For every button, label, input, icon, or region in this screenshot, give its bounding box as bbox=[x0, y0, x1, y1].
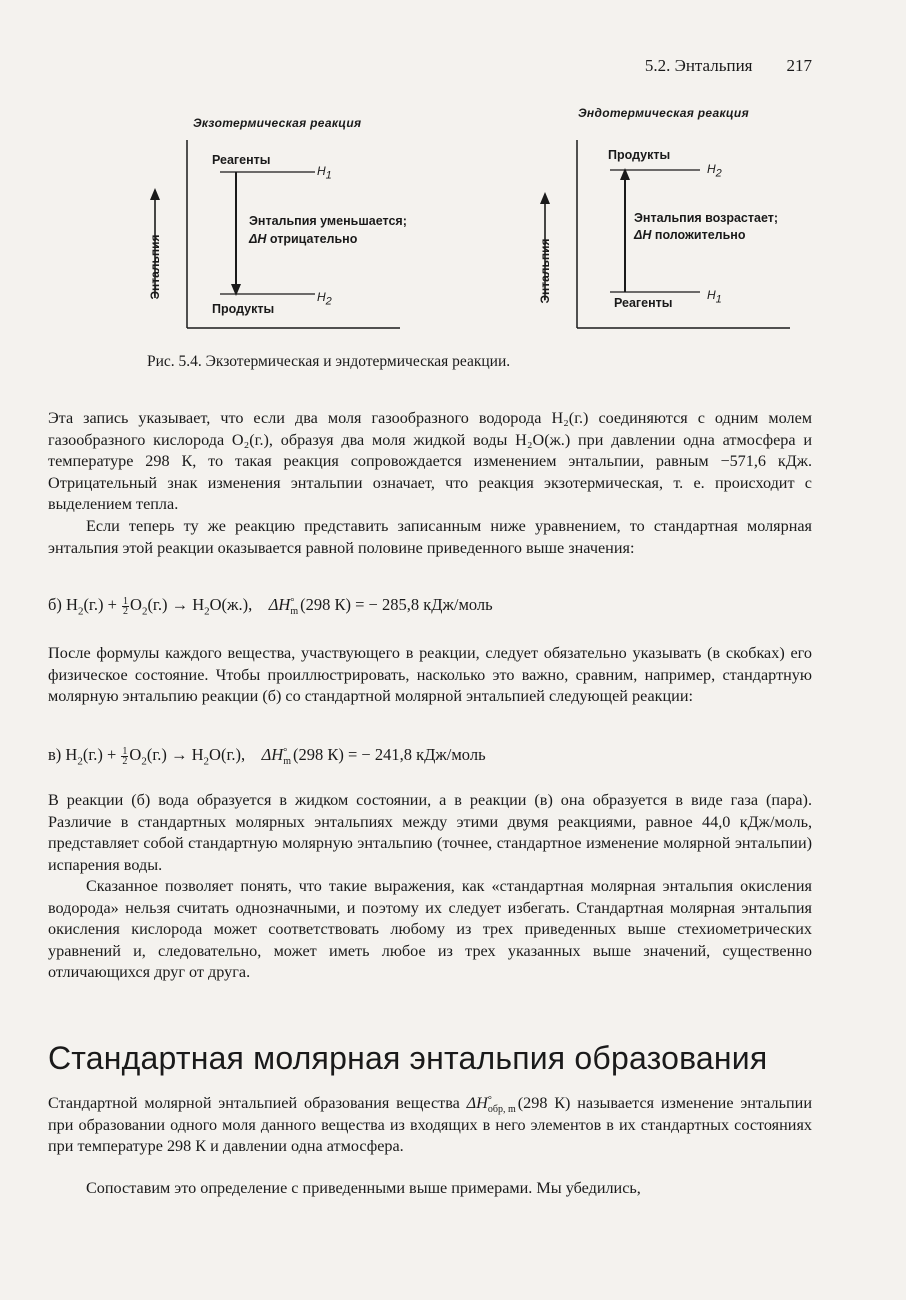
paragraph-2: Если теперь ту же реакцию представить записанным ниже уравнением, то стандартная молярная энтальпия этой реакции оказывается равной половине приведенного выше значения: bbox=[48, 517, 812, 557]
endo-axis-label: Энтальпия bbox=[538, 238, 552, 304]
paragraph-4: В реакции (б) вода образуется в жидком состоянии, а в реакции (в) она образуется в виде газа (пара). Различие в стандартных молярных энтальпиях между этими двумя реакциями, равное 44,0 кДж/моль, представляет собой стандартную молярную энтальпию (точнее, стандартное изменение молярной энтальпии) испарения воды. bbox=[48, 791, 812, 874]
paragraph-1: Эта запись указывает, что если два моля газообразного водорода H₂(г.) соединяются с одним молем газообразного кислорода O₂(г.), образуя два моля жидкой воды H₂O(ж.) при давлении одна атмосфера и температуре 298 К, то такая реакция сопровождается изменением энтальпии, равным −571,6 кДж. Отрицательный знак изменения энтальпии означает, что реакция экзотермическая, т. е. происходит с выделением тепла. bbox=[48, 409, 812, 514]
exo-description-line2: ΔH отрицательно bbox=[249, 232, 358, 246]
section-heading: Стандартная молярная энтальпия образования bbox=[48, 1040, 768, 1076]
exo-h1-label: $H_1$ bbox=[317, 164, 332, 182]
endo-title: Эндотермическая реакция bbox=[578, 106, 749, 120]
exo-h2-label: $H_2$ bbox=[317, 290, 332, 308]
figure-caption: Рис. 5.4. Экзотермическая и эндотермическая реакции. bbox=[147, 353, 511, 370]
paragraph-3: После формулы каждого вещества, участвующего в реакции, следует обязательно указывать (в скобках) его физическое состояние. Чтобы проиллюстрировать, насколько это важно, сравним, например, стандартную молярную энтальпию реакции (б) со стандартной молярной энтальпией следующей реакции: bbox=[48, 644, 812, 706]
paragraph-5: Сказанное позволяет понять, что такие выражения, как «стандартная молярная энтальпия окисления водорода» нельзя считать однозначными, и поэтому их следует избегать. Стандартная молярная энтальпия окисления кислорода может соответствовать любому из трех приведенных выше стехиометрических уравнений и, следовательно, может иметь любое из трех указанных выше значений, существенно отличающихся друг от друга. bbox=[48, 877, 812, 982]
exo-description-line1: Энтальпия уменьшается; bbox=[249, 214, 407, 228]
exo-reagents-label: Реагенты bbox=[212, 153, 271, 167]
endothermic-diagram bbox=[530, 100, 800, 335]
page-number: 217 bbox=[786, 56, 812, 75]
endo-description-line1: Энтальпия возрастает; bbox=[634, 211, 779, 225]
exo-axis-label: Энтальпия bbox=[148, 234, 162, 300]
endo-products-label: Продукты bbox=[608, 148, 671, 162]
exo-products-label: Продукты bbox=[212, 302, 275, 316]
endo-description-line2: ΔH положительно bbox=[634, 228, 746, 242]
def-symbol: ΔH bbox=[466, 1094, 488, 1112]
running-header bbox=[600, 56, 812, 76]
equation-v: в) $H_2(г.)$ + $\frac{1}{2}$ $O_2(г.) \to H_2O(г.)$, ΔH ° m (298 К) = − 241,8 кДж/моль bbox=[48, 745, 486, 768]
endo-axis-arrowhead bbox=[540, 192, 550, 204]
endo-h2-label: $H_2$ bbox=[707, 162, 722, 180]
endo-reagents-label: Реагенты bbox=[614, 296, 673, 310]
paragraph-7: Сопоставим это определение с приведенными выше примерами. Мы убедились, bbox=[86, 1179, 641, 1197]
section-title: 5.2. Энтальпия bbox=[644, 56, 753, 75]
exothermic-diagram bbox=[140, 110, 410, 335]
equation-b: б) $H_2(г.)$ + $\frac{1}{2}$ $O_2(г.) \to H_2O(ж.)$, ΔH ° m (298 К) = − 285,8 кДж/моль bbox=[48, 595, 493, 618]
exo-axis-arrowhead bbox=[150, 188, 160, 200]
fraction-half: $\frac{1}{2}$ bbox=[123, 595, 129, 617]
exo-title: Экзотермическая реакция bbox=[193, 116, 362, 130]
paragraph-6: Стандартной молярной энтальпией образования вещества ΔH ° обр, m (298 К) называется изменение энтальпии при образовании одного моля данного вещества из входящих в него элементов в их стандартных состояниях при температуре 298 К и давлении одна атмосфера. bbox=[48, 1094, 812, 1156]
fraction-half: $\frac{1}{2}$ bbox=[122, 745, 128, 767]
endo-h1-label: $H_1$ bbox=[707, 288, 722, 306]
